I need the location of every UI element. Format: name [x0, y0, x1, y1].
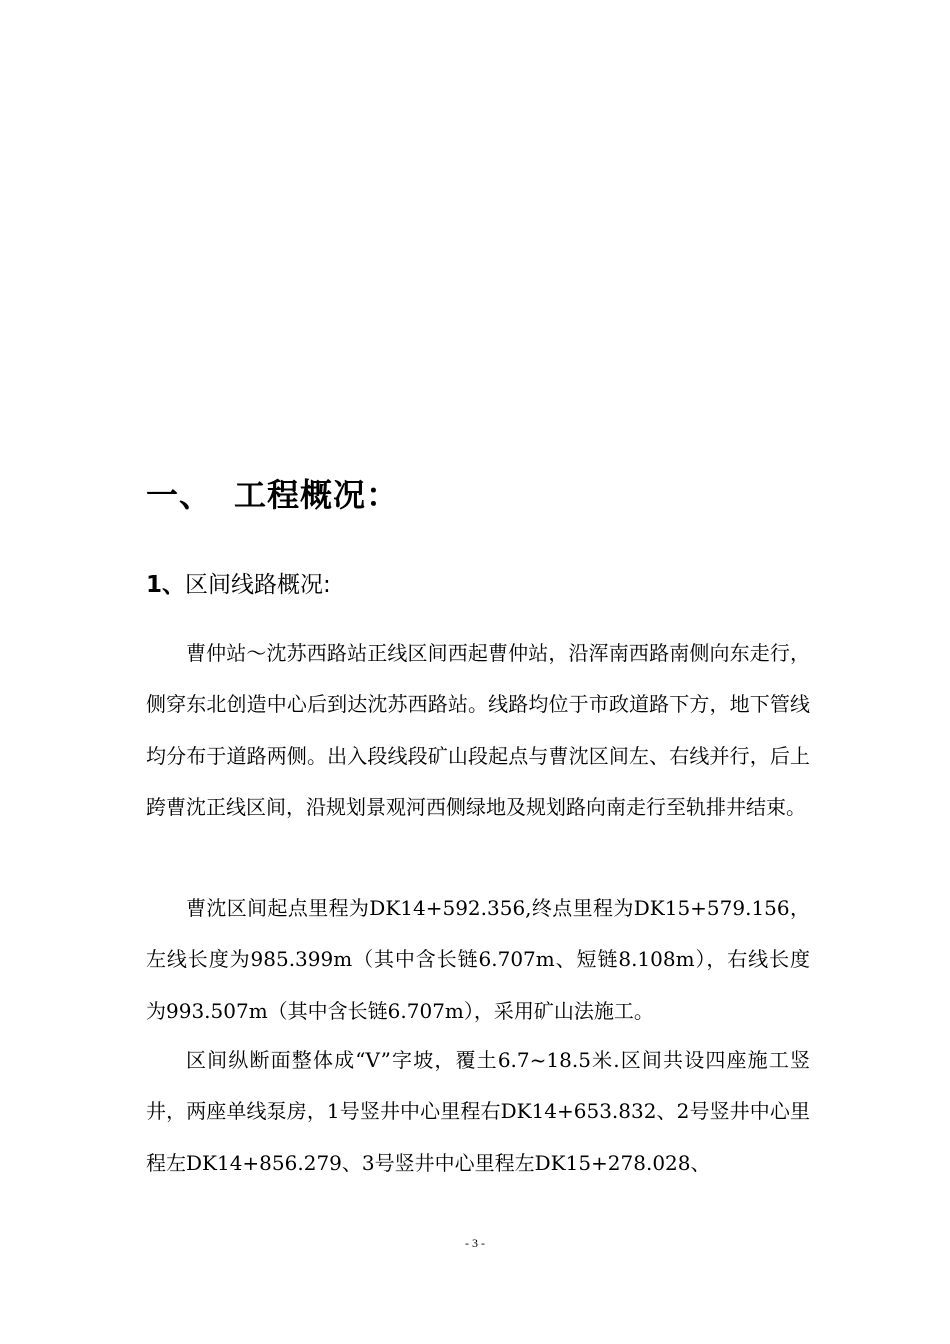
- paragraph-profile-shafts: 区间纵断面整体成“V”字坡，覆土6.7~18.5米.区间共设四座施工竖井，两座单线泵房，1号竖井中心里程右DK14+653.832、2号竖井中心里程左DK14+856.279、3号竖井中心里程左DK15+278.028、: [146, 1048, 810, 1175]
- page-number: - 3 -: [465, 1236, 485, 1250]
- paragraph-chainage: 曹沈区间起点里程为DK14+592.356,终点里程为DK15+579.156，左线长度为985.399m（其中含长链6.707m、短链8.108m），右线长度为993.507m（其中含长链6.707m），采用矿山法施工。: [146, 896, 810, 1023]
- section-title: 工程概况：: [234, 476, 400, 514]
- subsection-number: 1、: [146, 572, 186, 598]
- subsection-heading: [146, 566, 331, 599]
- section-heading: [146, 470, 399, 516]
- subsection-title: 区间线路概况:: [185, 572, 331, 598]
- paragraph-route-overview: 曹仲站～沈苏西路站正线区间西起曹仲站，沿浑南西路南侧向东走行，侧穿东北创造中心后到达沈苏西路站。线路均位于市政道路下方，地下管线均分布于道路两侧。出入段线段矿山段起点与曹沈区间左、右线并行，后上跨曹沈正线区间，沿规划景观河西侧绿地及规划路向南走行至轨排井结束。: [146, 641, 810, 820]
- section-number: 一、: [146, 476, 213, 514]
